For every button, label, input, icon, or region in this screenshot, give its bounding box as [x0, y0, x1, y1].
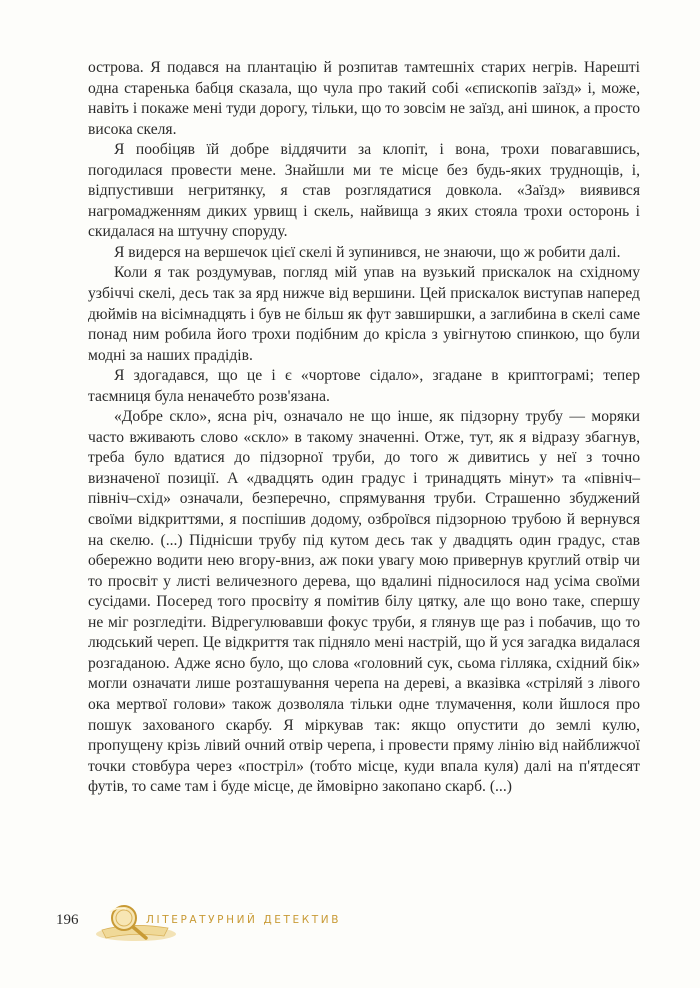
page-number: 196: [56, 912, 79, 928]
paragraph: Я здогадався, що це і є «чортове сідало», згадане в криптограмі; тепер таємниця була неначебто розв'язана.: [88, 367, 640, 405]
body-text: [88, 58, 640, 798]
paragraph: острова. Я подався на плантацію й розпитав тамтешніх старих негрів. Нарешті одна старенька бабця сказала, що чула про такий собі «єпископів заїзд» і, може, навіть і покаже мені туди дорогу, тільки, що то зовсім не заїзд, ані шинок, а просто висока скеля.: [88, 59, 640, 138]
paragraph: Я пообіцяв їй добре віддячити за клопіт, і вона, трохи повагавшись, погодилася провести мене. Знайшли ми те місце без будь-яких труднощів, і, відпустивши негритянку, я став розглядатися довкола. «Заїзд» виявився нагромадженням диких урвищ і скель, найвища з яких стояла трохи осторонь і скидалася на штучну споруду.: [88, 141, 640, 241]
paragraph: Коли я так роздумував, погляд мій упав на вузький прискалок на східному узбіччі скелі, десь так за ярд нижче від вершини. Цей прискалок виступав наперед дюймів на вісімнадцять і був не більш як фут завширшки, а заглибина в скелі саме понад ним робила його трохи подібним до крісла з увігнутою спинкою, що були модні за наших прадідів.: [88, 264, 640, 364]
paragraph: «Добре скло», ясна річ, означало не що інше, як підзорну трубу — моряки часто вживають слово «скло» в такому значенні. Отже, тут, як я відразу збагнув, треба було вдатися до підзорної труби, до того ж дивитись у неї з точно визначеної позиції. А «двадцять один градус і тринадцять мінут» та «північ–північ–схід» означали, безперечно, спрямування труби. Страшенно збуджений своїми відкриттями, я поспішив додому, озброївся підзорною трубою й вернувся на скелю. (...) Піднісши трубу під кутом десь так у двадцять один градус, став обережно водити нею вгору-вниз, аж поки увагу мою привернув круглий отвір чи то просвіт у листі величезного дерева, що вдалині підносилося над усіма своїми сусідами. Посеред того просвіту я помітив білу цятку, але що воно таке, спершу не міг розгледіти. Відрегулювавши фокус труби, я глянув ще раз і побачив, що то людський череп. Це відкриття так підняло мені настрій, що й уся загадка видалася розгаданою. Адже ясно було, що слова «головний сук, сьома гілляка, східний бік» могли означати лише розташування черепа на дереві, а вказівка «стріляй з лівого ока мертвої голови» також дозволяла тільки одне тлумачення, коли йшлося про пошук захованого скарбу. Я міркував так: якщо опустити до землі кулю, пропущену крізь лівий очний отвір черепа, і провести пряму лінію від найближчої точки стовбура через «постріл» (тобто місце, куди впала куля) далі на п'ятдесят футів, то саме там і буде місце, де ймовірно закопано скарб. (...): [88, 408, 640, 796]
section-title: ЛІТЕРАТУРНИЙ ДЕТЕКТИВ: [146, 914, 342, 926]
paragraph: Я видерся на вершечок цієї скелі й зупинився, не знаючи, що ж робити далі.: [114, 243, 621, 261]
page-footer: [56, 900, 616, 944]
